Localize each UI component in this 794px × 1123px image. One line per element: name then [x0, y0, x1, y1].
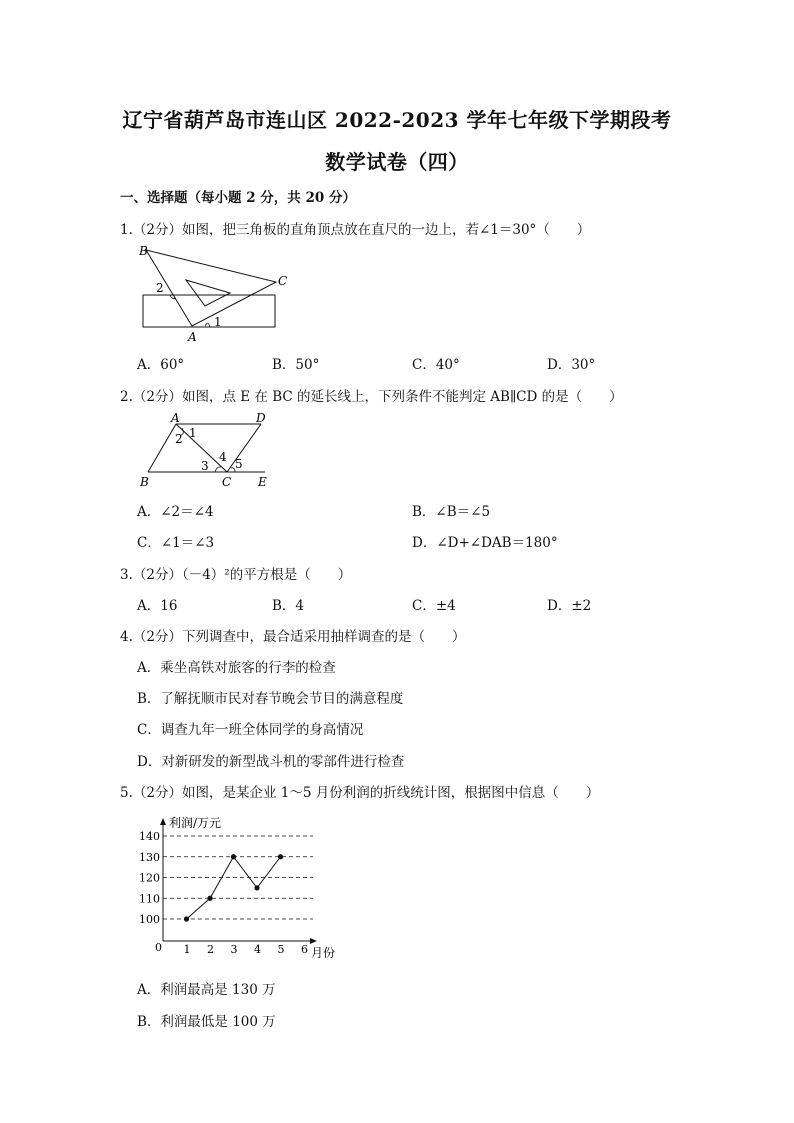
q5-option-b: B．利润最低是 100 万 [137, 1014, 276, 1030]
y-tick-label: 140 [139, 830, 160, 843]
data-point [184, 916, 189, 921]
q4-option-c: C．调查九年一班全体同学的身高情况 [137, 722, 364, 738]
y-tick-label: 100 [139, 913, 160, 926]
label-D: D [256, 411, 266, 425]
angle-1-label: 1 [214, 315, 222, 329]
x-tick-label: 6 [301, 943, 308, 956]
question-1-stem: 1.（2分）如图，把三角板的直角顶点放在直尺的一边上，若∠1＝30°（ ） [120, 222, 591, 238]
data-point [278, 854, 283, 859]
y-axis-arrow [160, 818, 166, 825]
question-3-stem: 3.（2分）（－4）²的平方根是（ ） [120, 567, 352, 583]
triangle-inner [186, 280, 230, 306]
angle-1-label: 1 [189, 426, 197, 440]
q1-option-c: C．40° [412, 357, 460, 373]
x-axis-title: 月份 [311, 946, 336, 960]
y-tick-label: 130 [139, 850, 160, 864]
q2-option-a: A．∠2＝∠4 [137, 504, 214, 520]
question-1-figure [130, 240, 300, 345]
series-line [187, 857, 281, 919]
data-point [207, 896, 212, 901]
triangle-ruler [146, 250, 276, 326]
q3-option-a: A．16 [137, 598, 178, 614]
x-tick-label: 4 [254, 943, 261, 956]
x-tick-label: 5 [277, 943, 285, 956]
section-heading: 一、选择题（每小题 2 分，共 20 分） [120, 190, 356, 206]
paper-subtitle: 数学试卷（四） [325, 150, 469, 174]
q3-option-c: C．±4 [412, 598, 456, 614]
label-C: C [222, 475, 232, 489]
question-5-stem: 5.（2分）如图，是某企业 1～5 月份利润的折线统计图，根据图中信息（ ） [120, 785, 600, 801]
x-tick-label: 2 [207, 943, 214, 956]
angle-3-label: 3 [201, 459, 209, 473]
label-C: C [278, 274, 288, 288]
question-4-stem: 4.（2分）下列调查中，最合适采用抽样调查的是（ ） [120, 629, 466, 645]
label-E: E [258, 475, 267, 489]
q1-option-b: B．50° [272, 357, 320, 373]
angle-2-label: 2 [175, 432, 183, 446]
label-B: B [139, 244, 148, 258]
q3-option-b: B．4 [272, 598, 305, 614]
label-A: A [171, 411, 180, 425]
x-axis-arrow [310, 938, 317, 944]
q4-option-a: A．乘坐高铁对旅客的行李的检查 [137, 660, 336, 676]
data-point [254, 885, 259, 890]
paper-title: 辽宁省葫芦岛市连山区 2022-2023 学年七年级下学期段考 [122, 108, 672, 132]
origin-label: 0 [155, 941, 162, 954]
data-point [231, 854, 236, 859]
x-tick-label: 1 [183, 943, 191, 956]
y-axis-title: 利润/万元 [169, 816, 222, 830]
question-2-stem: 2.（2分）如图，点 E 在 BC 的延长线上，下列条件不能判定 AB∥CD 的是（ ） [120, 389, 623, 405]
y-tick-label: 110 [139, 892, 160, 906]
q4-option-b: B．了解抚顺市民对春节晚会节目的满意程度 [137, 691, 404, 707]
angle-5-label: 5 [235, 457, 243, 471]
q1-option-d: D．30° [547, 357, 596, 373]
label-B: B [140, 475, 149, 489]
angle-2-label: 2 [156, 281, 164, 295]
q5-option-a: A．利润最高是 130 万 [137, 982, 276, 998]
y-tick-label: 120 [139, 871, 160, 885]
q2-option-d: D．∠D+∠DAB＝180° [412, 535, 558, 551]
q3-option-d: D．±2 [547, 598, 592, 614]
q1-option-a: A．60° [137, 357, 185, 373]
x-tick-label: 3 [230, 943, 238, 956]
label-A: A [188, 330, 197, 344]
profit-line-chart [135, 808, 350, 968]
angle-4-label: 4 [219, 450, 227, 464]
question-2-figure [135, 408, 280, 490]
q2-option-b: B．∠B＝∠5 [412, 504, 491, 520]
q4-option-d: D．对新研发的新型战斗机的零部件进行检查 [137, 754, 405, 770]
q2-option-c: C．∠1＝∠3 [137, 535, 215, 551]
ruler [143, 295, 275, 327]
